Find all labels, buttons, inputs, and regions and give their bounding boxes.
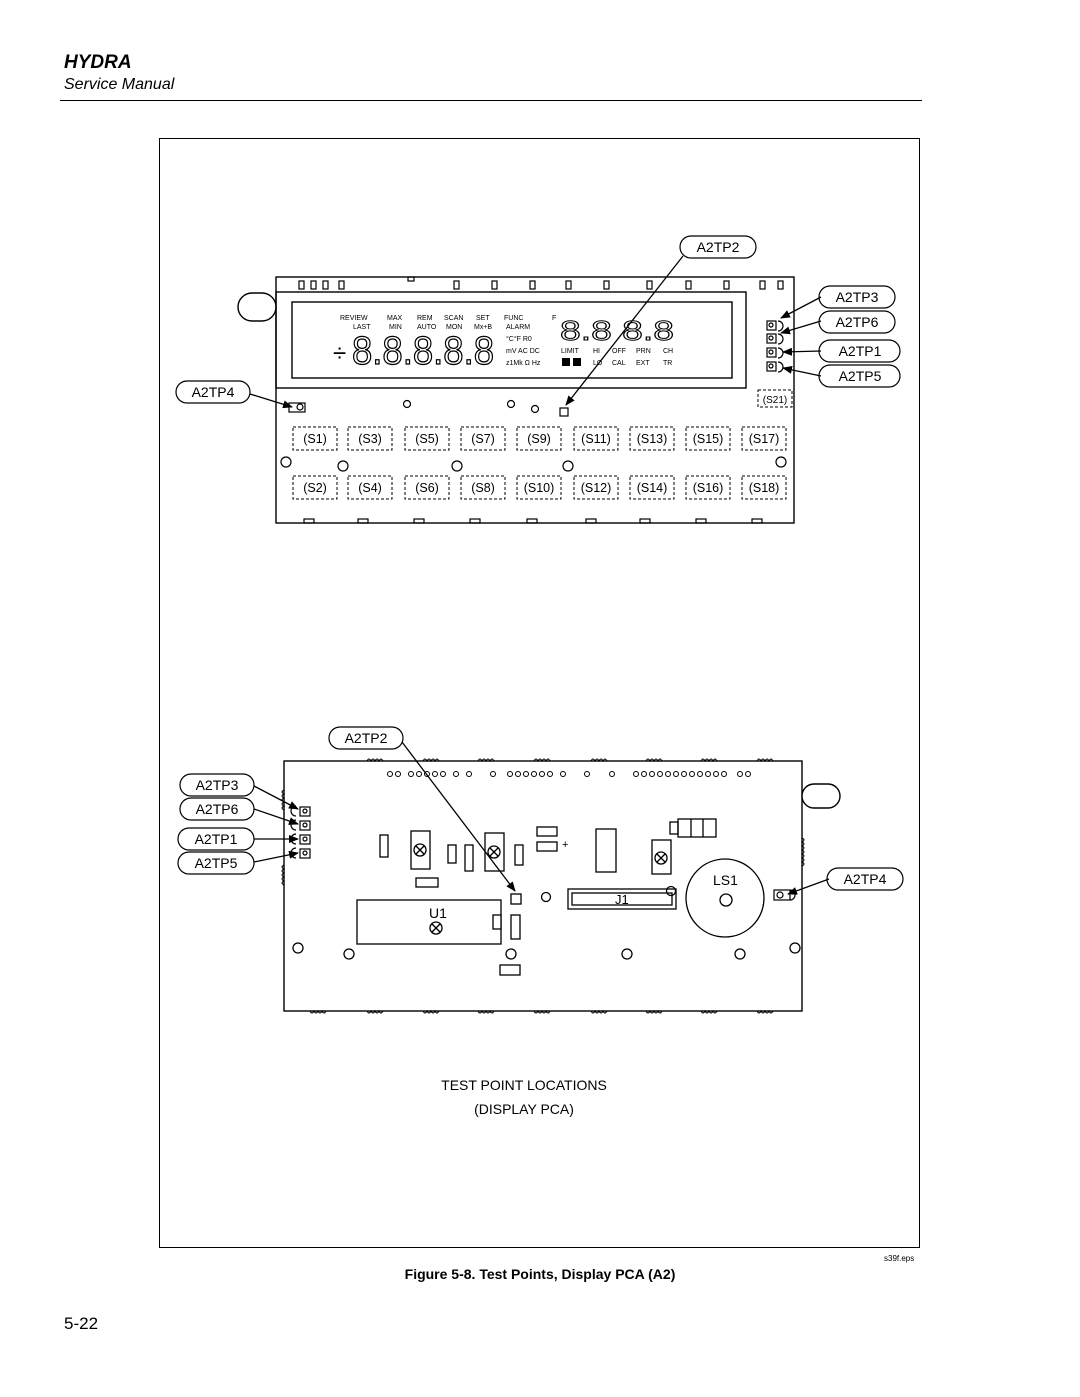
switch-s1: (S1) [303, 432, 327, 446]
switch-s14: (S14) [636, 481, 668, 495]
annunciator-units-row1: °C°F R0 [506, 336, 532, 343]
annunciator-off: OFF [612, 348, 626, 355]
switch-s9: (S9) [527, 432, 551, 446]
front-label-tp4: A2TP4 [191, 384, 235, 400]
annunciator-f-marker: F [552, 315, 557, 322]
rear-components [293, 819, 800, 975]
lcd-main-digits: 8.8.8.8.8 [352, 329, 494, 373]
annunciator-func: FUNC [504, 315, 524, 322]
annunciator-review: REVIEW [340, 315, 368, 322]
annunciator-units-row2: mV AC DC [506, 348, 540, 355]
figure-caption: Figure 5-8. Test Points, Display PCA (A2) [404, 1266, 676, 1282]
header-title: HYDRA [64, 52, 132, 73]
front-tp1-pad [767, 348, 776, 357]
switch-labels [303, 432, 779, 495]
annunciator-ext: EXT [636, 360, 650, 367]
annunciator-units-row3: z1Mk Ω Hz [506, 360, 541, 367]
rear-label-tp5: A2TP5 [194, 855, 238, 871]
rear-leader-lines [254, 742, 829, 894]
lcd-aux-digits: 8.8 8.8 [560, 315, 674, 346]
front-label-tp1: A2TP1 [838, 343, 882, 359]
front-label-tp5: A2TP5 [838, 368, 882, 384]
rear-label-tp1: A2TP1 [194, 831, 238, 847]
rear-label-tp2: A2TP2 [344, 730, 388, 746]
header-subtitle: Service Manual [64, 76, 175, 93]
rear-callout-labels [195, 730, 887, 887]
rear-callouts [178, 727, 903, 890]
switch-s4: (S4) [358, 481, 382, 495]
front-label-tp3: A2TP3 [835, 289, 879, 305]
annunciator-hi: HI [593, 348, 600, 355]
annunciator-ch: CH [663, 348, 674, 355]
page-number: 5-22 [64, 1314, 99, 1333]
annunciator-last: LAST [353, 324, 371, 331]
switch-s18: (S18) [748, 481, 780, 495]
rear-label-tp6: A2TP6 [195, 801, 239, 817]
switch-s13: (S13) [636, 432, 668, 446]
speaker-label-ls1: LS1 [713, 872, 738, 888]
annunciator-max: MAX [387, 315, 403, 322]
front-tp3-pad [767, 321, 776, 330]
annunciator-alarm: ALARM [506, 324, 531, 331]
switch-s15: (S15) [692, 432, 724, 446]
front-tp2-pad [560, 408, 568, 416]
switch-s8: (S8) [471, 481, 495, 495]
front-tp5-pad [767, 362, 776, 371]
limit-mark-icons [562, 358, 581, 366]
switch-s7: (S7) [471, 432, 495, 446]
connector-label-j1: J1 [615, 892, 629, 907]
front-callout-labels [192, 239, 882, 400]
switch-s10: (S10) [523, 481, 555, 495]
annunciator-scan: SCAN [444, 315, 464, 322]
annunciator-auto: AUTO [417, 324, 437, 331]
switch-s5: (S5) [415, 432, 439, 446]
switch-s11: (S11) [581, 432, 611, 446]
annunciator-prn: PRN [636, 348, 651, 355]
switch-s12: (S12) [580, 481, 612, 495]
rear-plus-mark: + [562, 839, 569, 851]
front-leader-lines [250, 256, 821, 407]
rear-view-board [284, 761, 840, 1011]
switch-s17: (S17) [748, 432, 780, 446]
front-top-connector-marks [299, 277, 783, 289]
rear-label-tp4: A2TP4 [843, 871, 887, 887]
annunciator-limit: LIMIT [561, 348, 579, 355]
figure-title-line2: (DISPLAY PCA) [474, 1101, 574, 1117]
annunciator-mxb: Mx+B [474, 324, 493, 331]
switch-s21: (S21) [762, 395, 788, 406]
annunciator-cal: CAL [612, 360, 626, 367]
front-label-tp6: A2TP6 [835, 314, 879, 330]
annunciator-mon: MON [446, 324, 463, 331]
switch-s3: (S3) [358, 432, 382, 446]
annunciator-set: SET [476, 315, 490, 322]
front-tp6-pad [767, 334, 776, 343]
chip-label-u1: U1 [429, 905, 447, 921]
annunciator-min: MIN [389, 324, 402, 331]
lcd-sign: ÷ [333, 340, 347, 367]
switch-s2: (S2) [303, 481, 327, 495]
figure-title-line1: TEST POINT LOCATIONS [441, 1077, 607, 1093]
annunciator-rem: REM [417, 315, 433, 322]
annunciator-tr: TR [663, 360, 673, 367]
switch-s6: (S6) [415, 481, 439, 495]
rear-top-pin-row [388, 772, 751, 777]
front-label-tp2: A2TP2 [696, 239, 740, 255]
switch-s16: (S16) [692, 481, 724, 495]
figure-file-reference: s39f.eps [884, 1254, 915, 1263]
rear-label-tp3: A2TP3 [195, 777, 239, 793]
annunciator-lo: LO [593, 360, 603, 367]
